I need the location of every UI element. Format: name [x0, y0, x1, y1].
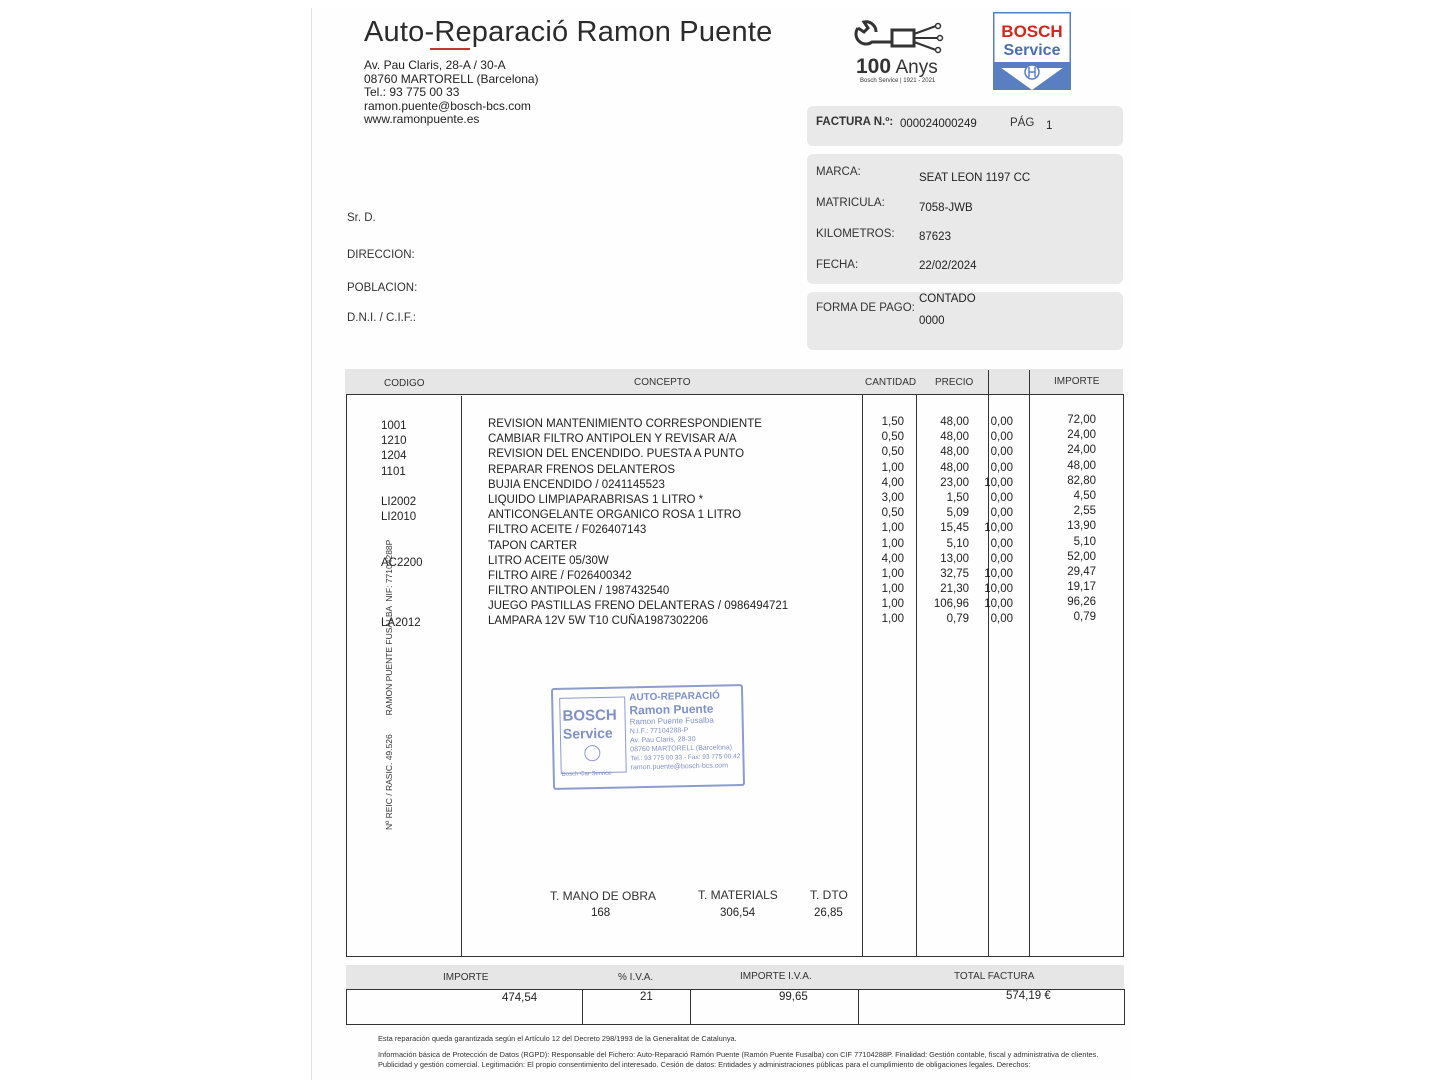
customer-dni-label: D.N.I. / C.I.F.:	[347, 312, 417, 324]
stamp-text	[629, 690, 741, 772]
address-line: Tel.: 93 775 00 33	[364, 85, 460, 100]
fecha-value: 22/02/2024	[919, 260, 977, 272]
km-value: 87623	[919, 231, 951, 243]
subtotal-discount-value: 26,85	[814, 907, 843, 919]
address-website: www.ramonpuente.es	[364, 112, 480, 127]
customer-address-label: DIRECCION:	[347, 249, 415, 261]
customer-name-label: Sr. D.	[347, 212, 376, 224]
cell-cantidad: 4,00	[881, 476, 904, 489]
cell-concepto: TAPON CARTER	[488, 539, 578, 552]
cell-dto: 0,00	[990, 446, 1013, 459]
page-label: PÁG	[1010, 117, 1035, 129]
cell-dto: 0,00	[990, 416, 1013, 428]
table-header-bar	[345, 369, 1123, 394]
cell-importe: 48,00	[1067, 459, 1096, 472]
totals-importe-value: 474,54	[502, 992, 538, 1004]
totals-iva-pct-value: 21	[640, 991, 653, 1003]
cell-precio: 21,30	[940, 583, 969, 596]
cell-dto: 0,00	[990, 461, 1013, 474]
cell-precio: 0,79	[946, 613, 969, 626]
matricula-label: MATRICULA:	[816, 197, 885, 209]
cell-importe: 2,55	[1073, 505, 1096, 518]
stamp-line: Ramon Puente Fusalba	[629, 715, 714, 727]
stamp-line: 08760 MARTORELL (Barcelona)	[630, 744, 733, 754]
fecha-label: FECHA:	[816, 259, 859, 271]
stamp-logo-brand: BOSCH	[562, 706, 617, 725]
bosch-service-logo	[993, 12, 1071, 90]
cell-dto: 0,00	[990, 552, 1013, 565]
cantidad-column	[864, 415, 904, 628]
anniversary-logo	[852, 16, 948, 86]
concepto-column	[488, 417, 858, 630]
stamp-logo-service: Service	[562, 724, 613, 742]
cell-cantidad: 1,00	[881, 522, 904, 535]
totals-iva-value: 99,65	[779, 991, 808, 1003]
marca-value: SEAT LEON 1197 CC	[919, 172, 1031, 184]
cell-dto: 0,00	[990, 507, 1013, 520]
cell-dto: 10,00	[984, 567, 1013, 580]
anniversary-number: 100	[856, 55, 892, 78]
cell-codigo	[381, 586, 461, 601]
cell-codigo	[381, 571, 461, 586]
col-header-precio: PRECIO	[935, 377, 974, 388]
marca-label: MARCA:	[816, 166, 861, 178]
totals-divider	[582, 989, 583, 1025]
cell-precio: 23,00	[940, 476, 969, 489]
cell-precio: 48,00	[940, 446, 969, 459]
company-stamp	[551, 684, 745, 790]
precio-column	[920, 415, 969, 628]
cell-importe: 82,80	[1067, 474, 1096, 487]
cell-importe: 24,00	[1067, 444, 1096, 457]
col-header-concepto: CONCEPTO	[634, 377, 691, 388]
col-divider	[862, 394, 863, 957]
cell-cantidad: 1,00	[881, 461, 904, 474]
cell-precio: 32,75	[940, 567, 969, 580]
cell-cantidad: 0,50	[881, 431, 904, 444]
cell-importe: 13,90	[1067, 520, 1096, 533]
invoice-number: 000024000249	[900, 118, 977, 130]
cell-cantidad: 4,00	[881, 552, 904, 565]
cell-importe: 29,47	[1067, 565, 1096, 578]
cell-concepto: FILTRO AIRE / F026400342	[488, 569, 632, 582]
totals-iva-label: IMPORTE I.V.A.	[740, 971, 812, 982]
col-divider	[1029, 370, 1030, 957]
cell-codigo: 1210	[381, 435, 407, 448]
stamp-line: Av. Pau Claris, 28-30	[630, 736, 696, 745]
cell-precio: 48,00	[940, 461, 969, 474]
subtotal-materials-value: 306,54	[720, 907, 756, 919]
importe-column	[1040, 413, 1096, 626]
matricula-value: 7058-JWB	[919, 202, 973, 214]
cell-importe: 72,00	[1067, 414, 1096, 426]
company-address	[364, 59, 539, 127]
totals-importe-label: IMPORTE	[443, 972, 489, 983]
cell-codigo: LI2002	[381, 495, 417, 508]
cell-dto: 0,00	[990, 431, 1013, 444]
cell-dto: 0,00	[990, 613, 1013, 626]
cell-codigo: LI2010	[381, 511, 417, 524]
totals-divider	[858, 989, 859, 1025]
cell-dto: 0,00	[990, 491, 1013, 504]
cell-importe: 24,00	[1067, 429, 1096, 442]
customer-city-label: POBLACION:	[347, 282, 418, 294]
side-registration-text: Nº REIC / RASIC. 49.526 RAMON PUENTE FUSALBA NIF: 77104288P	[384, 539, 394, 830]
cell-importe: 4,50	[1073, 489, 1096, 502]
stamp-line: AUTO-REPARACIÓ	[629, 690, 721, 704]
anniversary-sub: Bosch Service | 1921 - 2021	[860, 78, 936, 84]
col-divider	[916, 394, 917, 957]
cell-precio: 15,45	[940, 522, 969, 535]
wrench-circuit-icon	[852, 16, 948, 56]
stamp-line: Tel.: 93 775 00 33 - Fax: 93 775 00 42	[630, 753, 741, 763]
cell-cantidad: 1,50	[881, 416, 904, 428]
cell-concepto: ANTICONGELANTE ORGANICO ROSA 1 LITRO	[488, 509, 742, 522]
cell-concepto: REVISION MANTENIMIENTO CORRESPONDIENTE	[488, 418, 762, 430]
cell-concepto: FILTRO ACEITE / F026407143	[488, 524, 647, 537]
totals-divider	[690, 989, 691, 1025]
cell-cantidad: 0,50	[881, 507, 904, 520]
subtotal-discount-label: T. DTO	[810, 888, 848, 902]
cell-cantidad: 0,50	[881, 446, 904, 459]
km-label: KILOMETROS:	[816, 228, 895, 240]
cell-codigo	[381, 480, 461, 495]
cell-concepto: LITRO ACEITE 05/30W	[488, 554, 609, 567]
cell-codigo: LA2012	[381, 617, 421, 630]
company-name: Auto-Reparació Ramon Puente	[364, 16, 773, 48]
cell-precio: 5,09	[946, 507, 969, 520]
subtotal-labor-value: 168	[591, 907, 611, 919]
anniversary-word: Anys	[895, 57, 938, 78]
guarantee-note: Esta reparación queda garantizada según el Artículo 12 del Decreto 298/1993 de la Generalitat de Catalunya.	[378, 1034, 737, 1043]
cell-concepto: REVISION DEL ENCENDIDO. PUESTA A PUNTO	[488, 448, 745, 461]
invoice-number-label: FACTURA N.º:	[816, 116, 894, 128]
company-title-underline	[430, 48, 470, 50]
cell-cantidad: 3,00	[881, 491, 904, 504]
page-number: 1	[1046, 120, 1053, 132]
cell-codigo: 1001	[381, 420, 407, 432]
cell-concepto: CAMBIAR FILTRO ANTIPOLEN Y REVISAR A/A	[488, 433, 737, 446]
cell-precio: 48,00	[940, 416, 969, 428]
cell-dto: 10,00	[984, 583, 1013, 596]
cell-codigo	[381, 525, 461, 540]
cell-importe: 52,00	[1067, 550, 1096, 563]
cell-precio: 1,50	[946, 491, 969, 504]
col-header-codigo: CODIGO	[384, 378, 425, 389]
col-header-cantidad: CANTIDAD	[865, 377, 917, 388]
cell-codigo: 1204	[381, 450, 407, 463]
totals-iva-pct-label: % I.V.A.	[618, 972, 654, 983]
subtotal-labor-label: T. MANO DE OBRA	[550, 889, 657, 903]
dto-column	[978, 415, 1013, 628]
cell-concepto: JUEGO PASTILLAS FRENO DELANTERAS / 0986494721	[488, 600, 789, 613]
address-line: 08760 MARTORELL (Barcelona)	[364, 71, 539, 86]
stamp-line: N.I.F.: 77104288-P	[629, 727, 689, 736]
payment-code: 0000	[919, 315, 945, 327]
cell-importe: 19,17	[1067, 581, 1096, 594]
cell-codigo	[381, 601, 461, 616]
cell-cantidad: 1,00	[881, 598, 904, 611]
bosch-logo-service: Service	[1003, 42, 1061, 59]
cell-concepto: BUJIA ENCENDIDO / 0241145523	[488, 478, 665, 491]
cell-cantidad: 1,00	[881, 567, 904, 580]
cell-precio: 13,00	[940, 552, 969, 565]
cell-importe: 0,79	[1073, 611, 1096, 624]
col-divider	[461, 396, 462, 957]
cell-precio: 106,96	[933, 598, 969, 611]
cell-concepto: LAMPARA 12V 5W T10 CUÑA1987302206	[488, 615, 709, 628]
cell-dto: 10,00	[984, 598, 1013, 611]
cell-concepto: LIQUIDO LIMPIAPARABRISAS 1 LITRO *	[488, 493, 704, 506]
cell-dto: 10,00	[984, 476, 1013, 489]
address-email: ramon.puente@bosch-bcs.com	[364, 98, 531, 113]
stamp-footer: Bosch Car Service	[561, 770, 612, 778]
cell-concepto: REPARAR FRENOS DELANTEROS	[488, 463, 676, 476]
totals-total-value: 574,19 €	[1006, 990, 1051, 1002]
cell-concepto: FILTRO ANTIPOLEN / 1987432540	[488, 585, 670, 598]
cell-codigo	[381, 541, 461, 556]
cell-importe: 5,10	[1073, 535, 1096, 548]
payment-label: FORMA DE PAGO:	[816, 302, 915, 314]
bosch-logo-brand: BOSCH	[1001, 22, 1063, 41]
address-line: Av. Pau Claris, 28-A / 30-A	[364, 58, 506, 72]
codigo-column	[381, 419, 461, 632]
totals-total-label: TOTAL FACTURA	[954, 971, 1035, 982]
cell-cantidad: 1,00	[881, 583, 904, 596]
rgpd-note: Información básica de Protección de Datos (RGPD): Responsable del Fichero: Auto-Reparació Ramón Puente (Ramón Puente Fusalba) con CIF 77104288P. Finalidad: Gestión contable, fiscal y administrativa de clientes. Publicidad y gestión comercial. Legitimación: El propio consentimiento del interesado. Cesión de datos: Entidades y administraciones públicas para el cumplimiento de obligaciones legales. Derechos:	[378, 1050, 1099, 1069]
col-header-importe: IMPORTE	[1054, 376, 1100, 387]
payment-method: CONTADO	[919, 293, 976, 305]
cell-dto: 10,00	[984, 522, 1013, 535]
cell-codigo: 1101	[381, 465, 406, 478]
subtotal-materials-label: T. MATERIALS	[698, 888, 778, 902]
cell-codigo: AC2200	[381, 556, 423, 569]
cell-dto: 0,00	[990, 537, 1013, 550]
cell-cantidad: 1,00	[881, 537, 904, 550]
stamp-line: ramon.puente@bosch-bcs.com	[630, 762, 729, 772]
cell-importe: 96,26	[1067, 596, 1096, 609]
cell-precio: 5,10	[946, 537, 969, 550]
cell-cantidad: 1,00	[881, 613, 904, 626]
cell-precio: 48,00	[940, 431, 969, 444]
stamp-line: Ramon Puente	[629, 701, 714, 718]
